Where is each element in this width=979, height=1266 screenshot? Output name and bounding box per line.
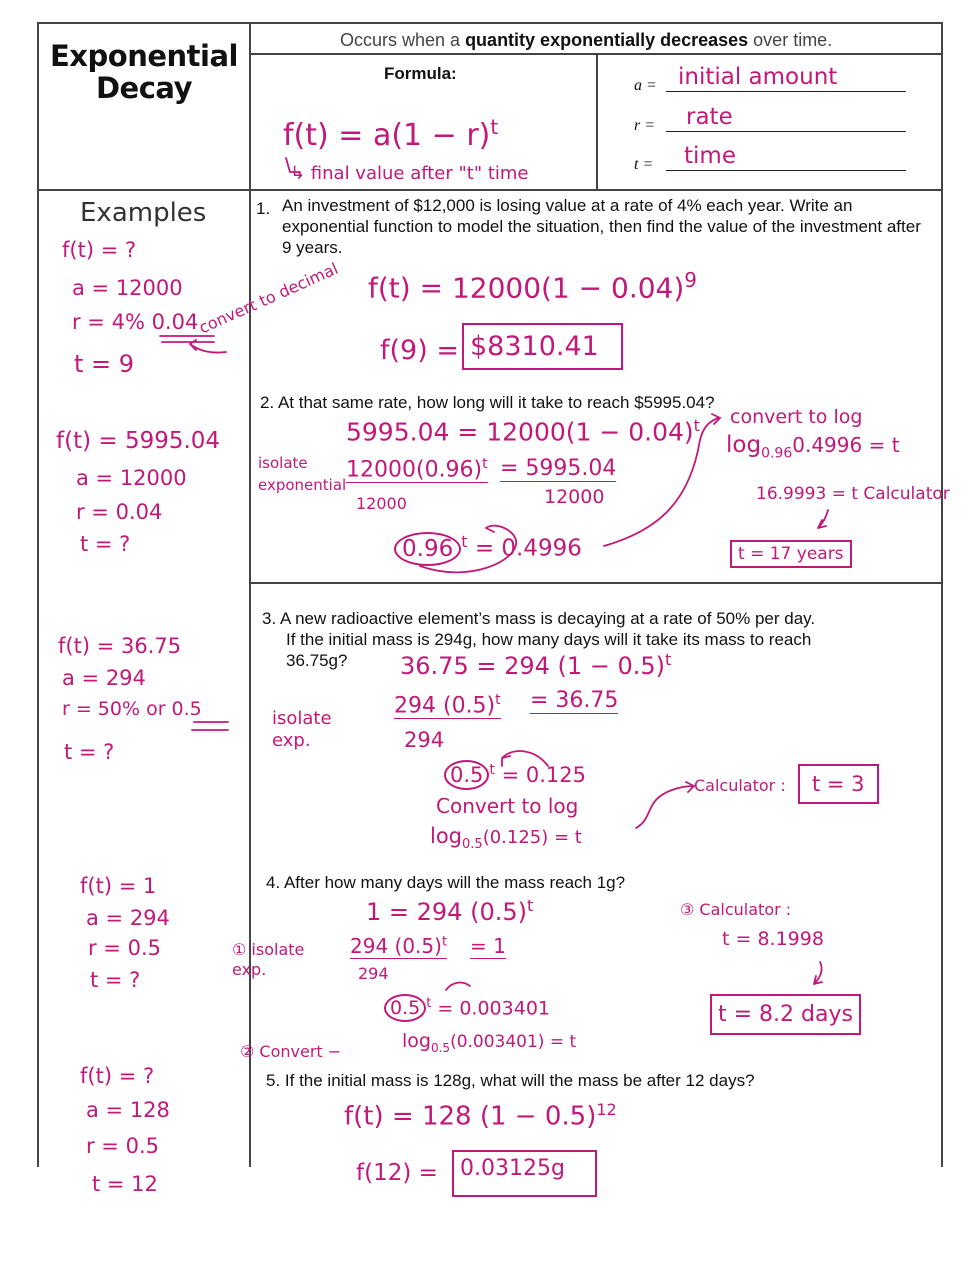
p1-work-1-exp: 9 bbox=[684, 268, 698, 292]
p2-work-2-text: 12000(0.96) bbox=[346, 457, 483, 483]
p2-den-left: 12000 bbox=[356, 494, 407, 513]
p3-work-3: 0.5 $^t$ = 0.125 bbox=[444, 762, 586, 787]
p3-work-3-rest: = 0.125 bbox=[501, 763, 586, 787]
p2-isolate-note: isolate exponential bbox=[258, 454, 347, 494]
p1-given-r: r = 4% 0.04 bbox=[72, 310, 199, 334]
p4-log-rest: (0.003401) = t bbox=[450, 1032, 577, 1052]
p1-number: 1. bbox=[256, 199, 271, 218]
title-line-1: Exponential bbox=[50, 39, 238, 73]
p3-question-line-1: 3. A new radioactive element’s mass is decaying at a rate of 50% per day. bbox=[262, 609, 816, 628]
p4-step-2: ② Convert − bbox=[240, 1042, 342, 1061]
p4-answer: t = 8.2 days bbox=[710, 994, 861, 1035]
p2-given-f: f(t) = 5995.04 bbox=[56, 428, 221, 454]
p2-log-rest: 0.4996 = t bbox=[792, 433, 900, 457]
formula-note: ↳ final value after "t" time bbox=[290, 163, 529, 184]
p4-work-2-text: 294 (0.5) bbox=[350, 934, 442, 958]
p3-den: 294 bbox=[404, 728, 445, 752]
p4-step-3: ③ Calculator : bbox=[680, 900, 792, 919]
p1-underline-icon bbox=[160, 336, 214, 342]
p3-question-line-3: 36.75g? bbox=[286, 651, 348, 670]
p2-down-arrow-icon bbox=[818, 510, 828, 528]
p2-exp-arrow-icon bbox=[420, 526, 516, 573]
p5-work-1-text: f(t) = 128 (1 − 0.5) bbox=[344, 1101, 597, 1132]
p5-given-t: t = 12 bbox=[92, 1172, 158, 1196]
p2-work-2: $12000(0.96)^t$ bbox=[346, 456, 488, 483]
p2-given-r: r = 0.04 bbox=[76, 500, 163, 524]
p2-question: 2. At that same rate, how long will it take to reach $5995.04? bbox=[260, 393, 715, 412]
p3-work-2-text: 294 (0.5) bbox=[394, 693, 496, 719]
p3-work-3-base: 0.5 bbox=[444, 760, 489, 790]
p2-work-2-eq: = 5995.04 bbox=[500, 456, 617, 481]
p2-given-a: a = 12000 bbox=[76, 466, 187, 490]
title-line-2: Decay bbox=[95, 71, 192, 105]
p1-work-1-text: f(t) = 12000(1 − 0.04) bbox=[368, 271, 685, 305]
p3-given-r: r = 50% or 0.5 bbox=[62, 698, 202, 720]
var-r-label: r = bbox=[634, 117, 656, 134]
p3-work-1: 36.75 = 294 $(1 - 0.5)^t$ bbox=[400, 650, 672, 680]
p3-given-f: f(t) = 36.75 bbox=[58, 634, 182, 658]
var-t-value: time bbox=[684, 143, 736, 169]
definition-pre: Occurs when a bbox=[340, 30, 466, 50]
p4-exp-arrow-icon bbox=[446, 983, 470, 990]
p1-answer: $8310.41 bbox=[462, 323, 623, 370]
p3-work-1-text: 36.75 = 294 (1 − 0.5) bbox=[400, 652, 666, 680]
p3-isolate-note: isolate exp. bbox=[272, 708, 332, 751]
p2-arrow-icon bbox=[604, 414, 720, 546]
var-a-value: initial amount bbox=[678, 64, 838, 90]
definition-bold: quantity exponentially decreases bbox=[465, 30, 749, 50]
p5-given-r: r = 0.5 bbox=[86, 1134, 159, 1158]
p4-question: 4. After how many days will the mass reach 1g? bbox=[266, 873, 626, 892]
p2-convert-note: convert to log bbox=[730, 406, 863, 428]
p3-log: log bbox=[430, 824, 463, 848]
formula-label: Formula: bbox=[384, 64, 457, 83]
var-t-label: t = bbox=[634, 156, 654, 173]
p4-work-2-eq: = 1 bbox=[470, 934, 506, 958]
p2-log: log bbox=[726, 432, 762, 458]
p2-given-t: t = ? bbox=[80, 532, 131, 556]
p4-step-1: ① isolate exp. bbox=[232, 940, 305, 979]
p4-work-1: 1 = 294 $(0.5)^t$ bbox=[366, 896, 534, 926]
definition-post: over time. bbox=[748, 30, 833, 50]
p1-given-t: t = 9 bbox=[74, 350, 135, 378]
p3-given-t: t = ? bbox=[64, 740, 115, 764]
p4-down-arrow-icon bbox=[814, 962, 822, 984]
p2-den-right: 12000 bbox=[544, 486, 605, 508]
p4-work-3-base: 0.5 bbox=[384, 994, 426, 1022]
p5-work-1-exp: 12 bbox=[596, 1100, 617, 1119]
p5-given-f: f(t) = ? bbox=[80, 1064, 155, 1088]
p4-work-1-text: 1 = 294 (0.5) bbox=[366, 898, 527, 926]
p2-work-3: 0.96 $^t$ = 0.4996 bbox=[394, 532, 582, 562]
p3-log-rest: (0.125) = t bbox=[482, 827, 582, 848]
formula-note-arrow bbox=[286, 158, 300, 172]
p2-calc-line: 16.9993 = t Calculator bbox=[756, 484, 950, 504]
var-r-value: rate bbox=[686, 104, 733, 130]
p3-work-2-eq: = 36.75 bbox=[530, 688, 619, 713]
p2-log-sub: 0.96 bbox=[761, 445, 793, 462]
p2-work-1-exp: t bbox=[693, 416, 700, 435]
p3-calc-note: Calculator : bbox=[694, 776, 786, 795]
p4-given-f: f(t) = 1 bbox=[80, 874, 157, 898]
p2-work-3-base: 0.96 bbox=[394, 532, 461, 566]
p4-log: log bbox=[402, 1030, 431, 1052]
p1-convert-note: convert to decimal bbox=[196, 258, 341, 338]
p3-answer: t = 3 bbox=[798, 764, 879, 804]
formula-exponent: t bbox=[490, 115, 499, 139]
p3-calc-arrow-icon bbox=[636, 782, 694, 828]
p1-given-f: f(t) = ? bbox=[62, 238, 137, 262]
p4-work-3-rest: = 0.003401 bbox=[437, 997, 550, 1020]
p2-work-3-rest: = 0.4996 bbox=[474, 535, 582, 562]
p4-given-t: t = ? bbox=[90, 968, 141, 992]
p3-exp-arrow-icon bbox=[502, 751, 548, 766]
formula-text: f(t) = a(1 − r) bbox=[283, 118, 491, 153]
p2-work-1-text: 5995.04 = 12000(1 − 0.04) bbox=[346, 417, 694, 447]
p4-work-2: 294 $(0.5)^t$ bbox=[350, 934, 448, 958]
p4-calc-line: t = 8.1998 bbox=[722, 928, 824, 950]
p5-work-2: f(12) = bbox=[356, 1160, 438, 1186]
p4-given-r: r = 0.5 bbox=[88, 936, 161, 960]
var-a-label: a = bbox=[634, 77, 657, 94]
p5-question: 5. If the initial mass is 128g, what will the mass be after 12 days? bbox=[266, 1071, 755, 1090]
p3-work-2: 294 $(0.5)^t$ bbox=[394, 692, 501, 719]
examples-label: Examples bbox=[80, 198, 207, 228]
p4-log-sub: 0.5 bbox=[430, 1040, 451, 1055]
p3-given-a: a = 294 bbox=[62, 666, 146, 690]
p2-answer: t = 17 years bbox=[730, 540, 852, 568]
p3-convert-note: Convert to log bbox=[436, 794, 579, 818]
p4-work-3: 0.5 $^t$ = 0.003401 bbox=[384, 996, 550, 1019]
p4-den: 294 bbox=[358, 964, 389, 983]
p1-given-a: a = 12000 bbox=[72, 276, 183, 300]
p1-question: An investment of $12,000 is losing value at a rate of 4% each year. Write an exponential function to model the situation, then find the value of the investment after 9 years. bbox=[282, 196, 921, 257]
p3-underline-icon bbox=[192, 722, 228, 730]
p3-log-sub: 0.5 bbox=[462, 837, 483, 853]
p5-answer: 0.03125g bbox=[452, 1150, 597, 1197]
p4-given-a: a = 294 bbox=[86, 906, 170, 930]
p5-given-a: a = 128 bbox=[86, 1098, 170, 1122]
p3-question-line-2: If the initial mass is 294g, how many days will it take its mass to reach bbox=[286, 630, 812, 649]
p1-work-2: f(9) = bbox=[380, 335, 459, 366]
